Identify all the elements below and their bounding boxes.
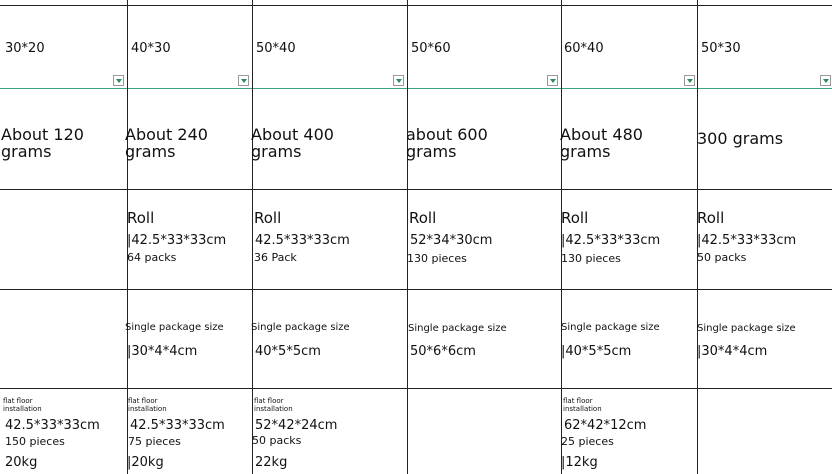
carton-dimension: 42.5*33*33cm bbox=[5, 418, 100, 433]
pack-count: 50 packs bbox=[697, 251, 747, 264]
dropdown-arrow-icon[interactable] bbox=[113, 75, 124, 86]
pack-dimension: |42.5*33*33cm bbox=[561, 233, 661, 248]
single-package-dimension: |40*5*5cm bbox=[561, 344, 632, 359]
single-package-label: Single package size bbox=[697, 323, 796, 334]
carton-weight: |20kg bbox=[127, 455, 164, 470]
dropdown-arrow-icon[interactable] bbox=[238, 75, 249, 86]
carton-count: 25 pieces bbox=[561, 435, 614, 448]
pack-count: 130 pieces bbox=[407, 252, 467, 265]
single-package-label: Single package size bbox=[408, 323, 507, 334]
row-divider bbox=[0, 289, 832, 290]
weight-cell: About 240 grams bbox=[125, 125, 208, 161]
pack-count: 64 packs bbox=[127, 251, 177, 264]
column-divider bbox=[407, 0, 408, 474]
dropdown-arrow-icon[interactable] bbox=[820, 75, 831, 86]
weight-cell: About 400 grams bbox=[251, 125, 334, 161]
carton-count: 150 pieces bbox=[5, 435, 65, 448]
carton-dimension: 62*42*12cm bbox=[564, 418, 647, 433]
pack-dimension: 52*34*30cm bbox=[410, 233, 493, 248]
row-divider bbox=[0, 388, 832, 389]
single-package-dimension: 50*6*6cm bbox=[410, 344, 476, 359]
size-cell: 50*60 bbox=[411, 41, 451, 56]
pack-count: 36 Pack bbox=[254, 251, 297, 264]
carton-count: 50 packs bbox=[252, 434, 302, 447]
carton-count: 75 pieces bbox=[128, 435, 181, 448]
roll-label: Roll bbox=[697, 209, 725, 227]
carton-weight: |12kg bbox=[561, 455, 598, 470]
single-package-dimension: 40*5*5cm bbox=[255, 344, 321, 359]
flat-floor-label: flat floor installation bbox=[563, 397, 602, 413]
dropdown-arrow-icon[interactable] bbox=[393, 75, 404, 86]
size-cell: 60*40 bbox=[564, 41, 604, 56]
weight-cell: 300 grams bbox=[697, 129, 784, 148]
roll-label: Roll bbox=[254, 209, 282, 227]
single-package-dimension: |30*4*4cm bbox=[697, 344, 768, 359]
flat-floor-label: flat floor installation bbox=[128, 397, 167, 413]
single-package-label: Single package size bbox=[251, 322, 350, 333]
roll-label: Roll bbox=[127, 209, 155, 227]
dropdown-arrow-icon[interactable] bbox=[547, 75, 558, 86]
carton-dimension: 52*42*24cm bbox=[255, 418, 338, 433]
flat-floor-label: flat floor installation bbox=[254, 397, 293, 413]
weight-cell: about 600 grams bbox=[406, 125, 488, 161]
dropdown-arrow-icon[interactable] bbox=[684, 75, 695, 86]
row-divider bbox=[0, 88, 832, 89]
roll-label: Roll bbox=[409, 209, 437, 227]
column-divider bbox=[252, 0, 253, 474]
pack-count: 130 pieces bbox=[561, 252, 621, 265]
size-cell: 50*30 bbox=[701, 41, 741, 56]
carton-weight: 22kg bbox=[255, 455, 288, 470]
size-cell: 40*30 bbox=[131, 41, 171, 56]
single-package-label: Single package size bbox=[125, 322, 224, 333]
single-package-label: Single package size bbox=[561, 322, 660, 333]
pack-dimension: |42.5*33*33cm bbox=[127, 233, 227, 248]
pack-dimension: |42.5*33*33cm bbox=[697, 233, 797, 248]
row-divider bbox=[0, 5, 832, 6]
carton-dimension: 42.5*33*33cm bbox=[130, 418, 225, 433]
carton-weight: 20kg bbox=[5, 455, 38, 470]
flat-floor-label: flat floor installation bbox=[3, 397, 42, 413]
single-package-dimension: |30*4*4cm bbox=[127, 344, 198, 359]
weight-cell: About 480 grams bbox=[560, 125, 643, 161]
size-cell: 50*40 bbox=[256, 41, 296, 56]
roll-label: Roll bbox=[561, 209, 589, 227]
size-cell: 30*20 bbox=[5, 41, 45, 56]
pack-dimension: 42.5*33*33cm bbox=[255, 233, 350, 248]
weight-cell: About 120 grams bbox=[1, 125, 84, 161]
row-divider bbox=[0, 189, 832, 190]
